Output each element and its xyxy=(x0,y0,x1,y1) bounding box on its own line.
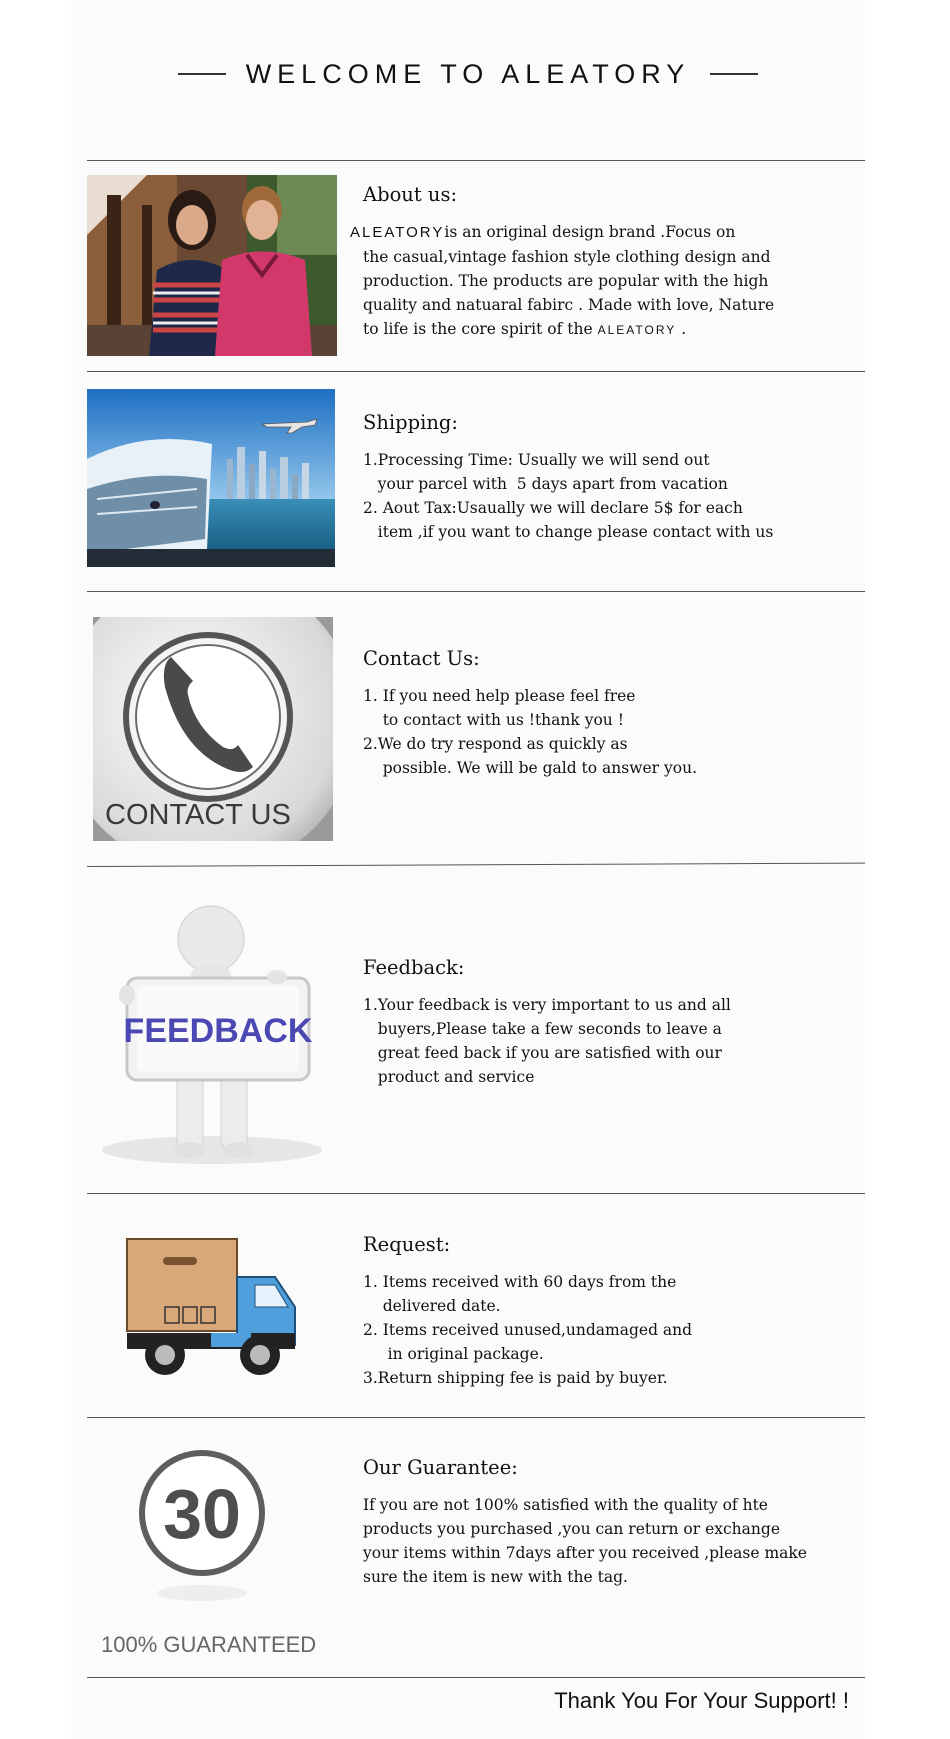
page xyxy=(71,0,865,1739)
divider xyxy=(87,1193,865,1194)
divider xyxy=(87,1677,865,1678)
guarantee-text xyxy=(363,1456,807,1589)
divider xyxy=(87,371,865,372)
guarantee-line-3: your items within 7days after you received ,please make xyxy=(363,1544,807,1562)
guarantee-heading: Our Guarantee: xyxy=(363,1456,518,1479)
guarantee-line-2: products you purchased ,you can return or exchange xyxy=(363,1520,780,1538)
title-row xyxy=(71,54,865,94)
brand-name-small: ALEATORY xyxy=(597,323,677,337)
about-line-1 xyxy=(350,220,774,245)
feedback-line-1: 1.Your feedback is very important to us and all xyxy=(363,996,731,1014)
divider xyxy=(87,1417,865,1418)
feedback-image-label: FEEDBACK xyxy=(123,1012,313,1050)
request-heading: Request: xyxy=(363,1233,451,1256)
about-line-5-text: to life is the core spirit of the xyxy=(363,320,598,338)
feedback-section xyxy=(87,900,865,1165)
guarantee-line-4: sure the item is new with the tag. xyxy=(363,1568,628,1586)
about-line-4: quality and natuaral fabirc . Made with love, Nature xyxy=(363,296,775,314)
feedback-text xyxy=(363,956,731,1089)
about-line-1-text: is an original design brand .Focus on xyxy=(444,223,736,241)
shipping-line-4: item ,if you want to change please contact with us xyxy=(363,523,774,541)
divider xyxy=(87,160,865,161)
shipping-line-2: your parcel with 5 days apart from vacation xyxy=(363,475,728,493)
feedback-line-4: product and service xyxy=(363,1068,535,1086)
divider xyxy=(87,863,865,867)
contact-image-label: CONTACT US xyxy=(105,799,291,831)
request-section xyxy=(87,1225,865,1385)
thank-you-footer: Thank You For Your Support! ! xyxy=(554,1688,849,1713)
guarantee-badge-label: 100% GUARANTEED xyxy=(101,1632,317,1657)
shipping-text xyxy=(363,411,773,544)
request-line-4: in original package. xyxy=(363,1345,544,1363)
divider xyxy=(87,591,865,592)
title-rule-right xyxy=(710,73,758,75)
about-line-5-end: . xyxy=(676,320,687,338)
page-title: WELCOME TO ALEATORY xyxy=(245,58,691,89)
about-section xyxy=(87,175,865,355)
request-line-1: 1. Items received with 60 days from the xyxy=(363,1273,677,1291)
contact-text xyxy=(363,647,697,780)
about-line-3: production. The products are popular with the high xyxy=(363,272,769,290)
models-photo xyxy=(87,175,337,356)
contact-line-1: 1. If you need help please feel free xyxy=(363,687,636,705)
feedback-heading: Feedback: xyxy=(363,956,465,979)
shipping-line-3: 2. Aout Tax:Usaually we will declare 5$ for each xyxy=(363,499,743,517)
feedback-figure-image xyxy=(87,900,327,1165)
contact-section xyxy=(87,617,865,842)
about-line-2: the casual,vintage fashion style clothing design and xyxy=(363,248,771,266)
shipping-section xyxy=(87,389,865,569)
contact-heading: Contact Us: xyxy=(363,647,480,670)
request-line-2: delivered date. xyxy=(363,1297,501,1315)
shipping-heading: Shipping: xyxy=(363,411,458,434)
contact-line-4: possible. We will be gald to answer you. xyxy=(363,759,697,777)
about-line-5 xyxy=(363,317,774,342)
shipping-line-1: 1.Processing Time: Usually we will send out xyxy=(363,451,710,469)
request-text xyxy=(363,1233,692,1390)
guarantee-section xyxy=(87,1448,865,1648)
contact-line-3: 2.We do try respond as quickly as xyxy=(363,735,628,753)
request-line-3: 2. Items received unused,undamaged and xyxy=(363,1321,693,1339)
about-text xyxy=(350,183,775,342)
guarantee-badge xyxy=(137,1448,267,1618)
feedback-line-2: buyers,Please take a few seconds to leave a xyxy=(363,1020,722,1038)
contact-us-image xyxy=(93,617,333,841)
about-heading: About us: xyxy=(363,183,458,206)
brand-name: ALEATORY xyxy=(350,224,445,241)
title-rule-left xyxy=(178,73,226,75)
guarantee-number: 30 xyxy=(163,1475,241,1553)
contact-line-2: to contact with us !thank you ! xyxy=(363,711,624,729)
request-line-5: 3.Return shipping fee is paid by buyer. xyxy=(363,1369,668,1387)
guarantee-line-1: If you are not 100% satisfied with the quality of hte xyxy=(363,1496,768,1514)
feedback-line-3: great feed back if you are satisfied with our xyxy=(363,1044,722,1062)
delivery-truck-image xyxy=(125,1237,305,1382)
ship-photo xyxy=(87,389,335,567)
